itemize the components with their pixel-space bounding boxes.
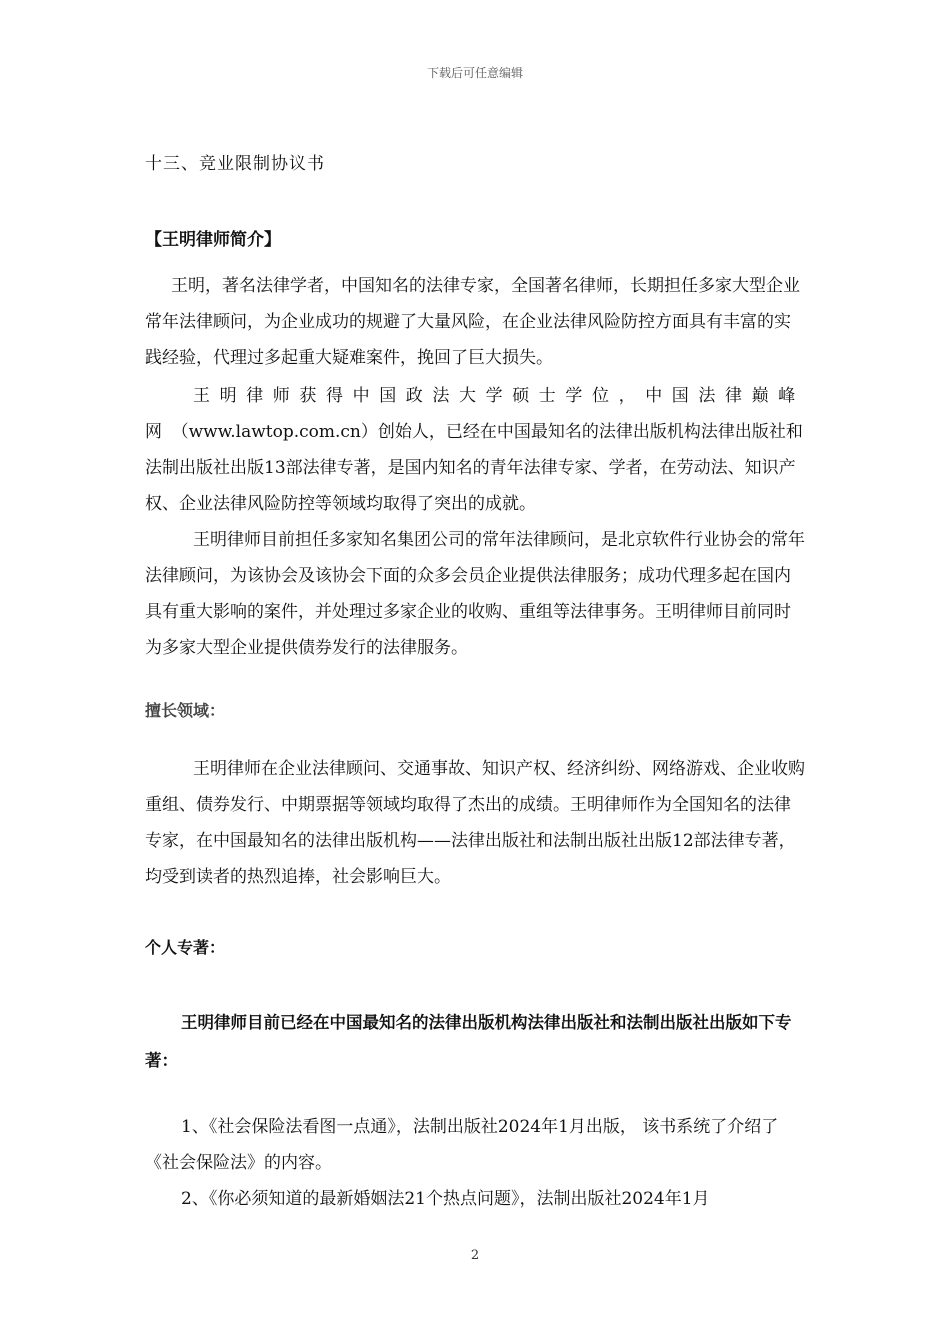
works-label: 个人专著： (145, 938, 226, 957)
works-intro: 王明律师目前已经在中国最知名的法律出版机构法律出版社和法制出版社出版如下专著： (145, 1013, 792, 1070)
bio-paragraph-2-first-line: 王明律师获得中国政法大学硕士学位，中国法律巅峰网 (145, 386, 805, 442)
bio-heading: 【王明律师简介】 (145, 230, 281, 250)
works-item-1: 1、《社会保险法看图一点通》，法制出版社2024年1月出版， 该书系统了介绍了《社会保险法》的内容。 (145, 1117, 779, 1173)
bio-paragraph-1: 王明，著名法律学者，中国知名的法律专家，全国著名律师，长期担任多家大型企业常年法律顾问，为企业成功的规避了大量风险，在企业法律风险防控方面具有丰富的实践经验，代理过多起重大疑难案件，挽回了巨大损失。 (145, 276, 800, 368)
section-title: 十三、竞业限制协议书 (145, 154, 325, 174)
bio-paragraph-2 (145, 378, 807, 522)
page-header: 下载后可任意编辑 (426, 66, 523, 80)
bio-paragraph-2-rest: （www.lawtop.com.cn）创始人，已经在中国最知名的法律出版机构法律出版社和法制出版社出版13部法律专著，是国内知名的青年法律专家、学者，在劳动法、知识产权、企业法律风险防控等领域均取得了突出的成就。 (145, 422, 803, 514)
bio-paragraph-3: 王明律师目前担任多家知名集团公司的常年法律顾问，是北京软件行业协会的常年法律顾问，为该协会及该协会下面的众多会员企业提供法律服务；成功代理多起在国内具有重大影响的案件，并处理过多家企业的收购、重组等法律事务。王明律师目前同时为多家大型企业提供债券发行的法律服务。 (145, 530, 805, 658)
expertise-paragraph: 王明律师在企业法律顾问、交通事故、知识产权、经济纠纷、网络游戏、企业收购重组、债券发行、中期票据等领域均取得了杰出的成绩。王明律师作为全国知名的法律专家，在中国最知名的法律出版机构——法律出版社和法制出版社出版12部法律专著，均受到读者的热烈追捧，社会影响巨大。 (145, 759, 805, 887)
works-item-2: 2、《你必须知道的最新婚姻法21个热点问题》，法制出版社2024年1月 (181, 1189, 710, 1209)
expertise-label: 擅长领域： (145, 701, 226, 720)
page-number: 2 (470, 1248, 480, 1263)
